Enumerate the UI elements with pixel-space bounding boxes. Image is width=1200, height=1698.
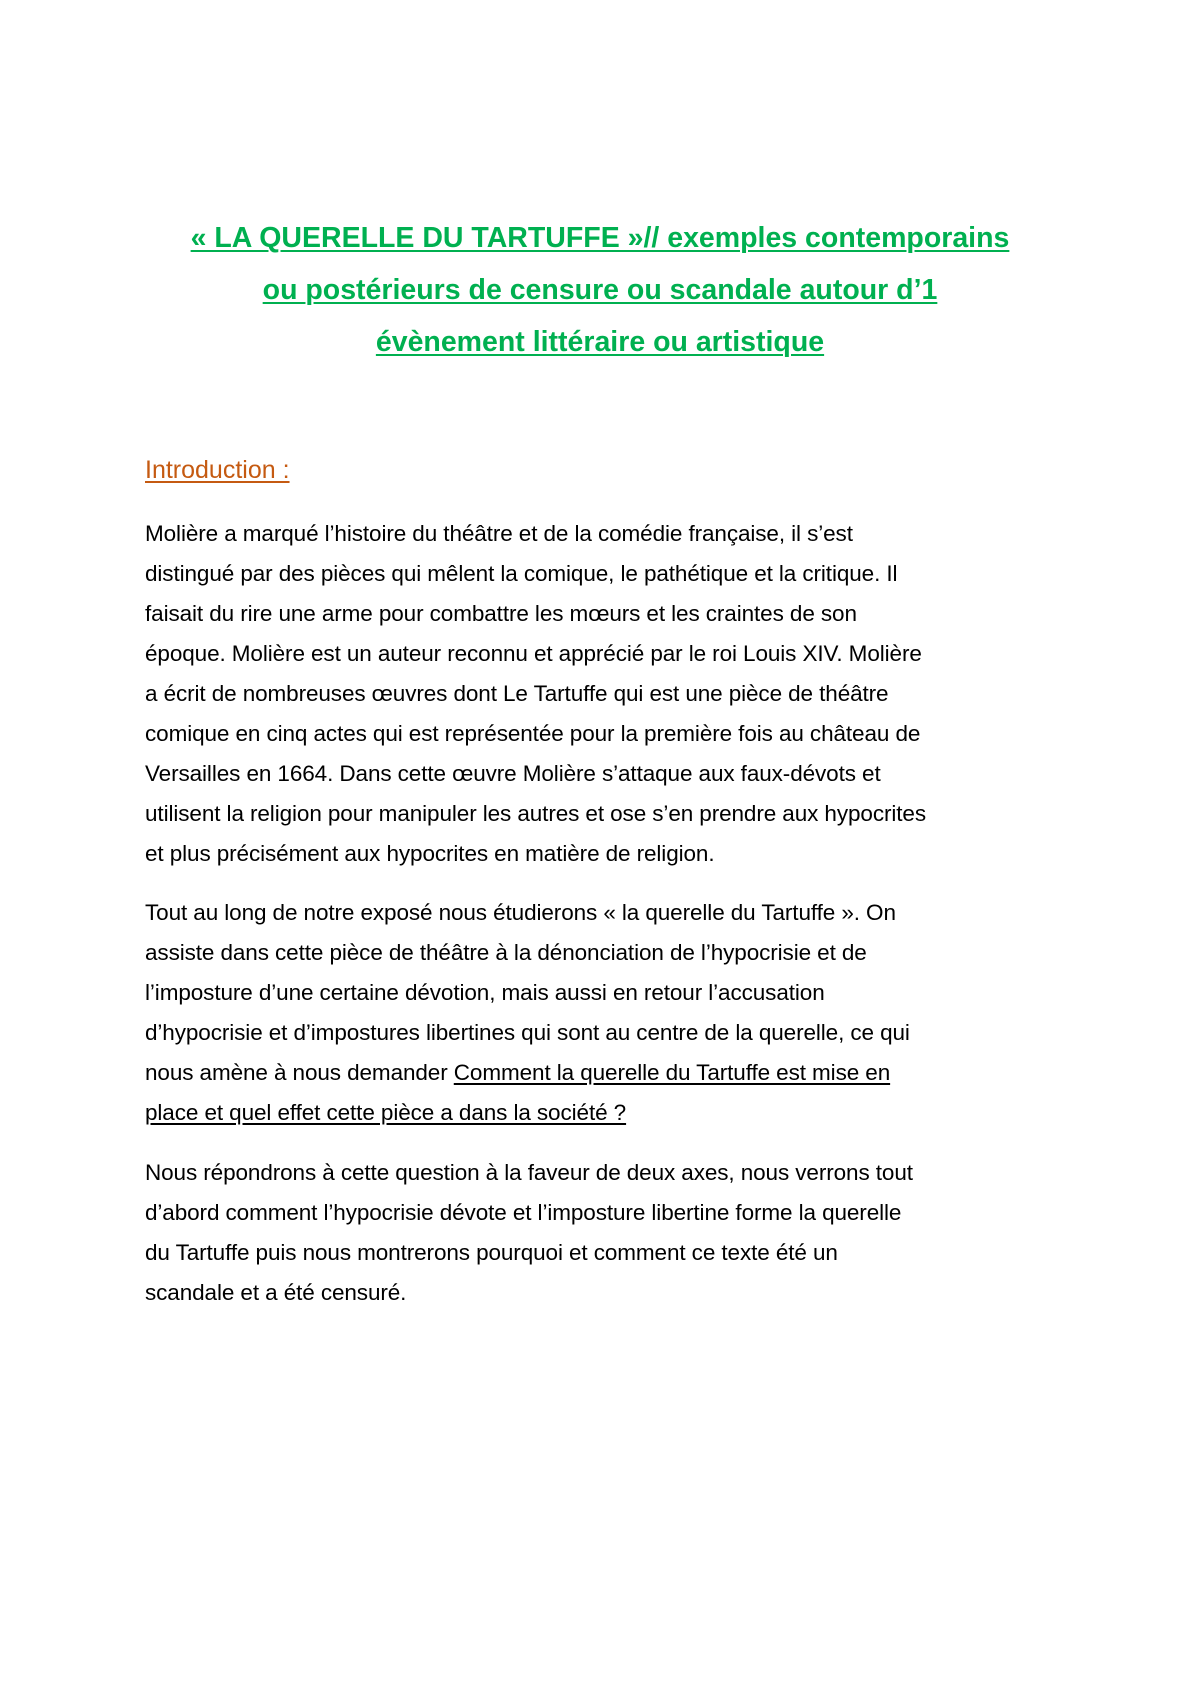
paragraph1-line-1: Molière a marqué l’histoire du théâtre et de la comédie française, il s’est bbox=[145, 521, 853, 546]
document-title bbox=[130, 212, 1070, 368]
paragraph1-line-6: comique en cinq actes qui est représentée pour la première fois au château de bbox=[145, 721, 921, 746]
title-line-1: « LA QUERELLE DU TARTUFFE »// exemples contemporains bbox=[190, 222, 1010, 254]
paragraph1-line-7: Versailles en 1664. Dans cette œuvre Molière s’attaque aux faux-dévots et bbox=[145, 761, 881, 786]
paragraph2-line-1: Tout au long de notre exposé nous étudierons « la querelle du Tartuffe ». On bbox=[145, 900, 896, 925]
paragraph3-line-4: scandale et a été censuré. bbox=[145, 1280, 407, 1305]
paragraph1-line-4: époque. Molière est un auteur reconnu et apprécié par le roi Louis XIV. Molière bbox=[145, 641, 922, 666]
paragraph1-line-8: utilisent la religion pour manipuler les autres et ose s’en prendre aux hypocrites bbox=[145, 801, 926, 826]
paragraph-introduction bbox=[145, 514, 1075, 874]
paragraph3-line-2: d’abord comment l’hypocrisie dévote et l’imposture libertine forme la querelle bbox=[145, 1200, 902, 1225]
paragraph2-line-3: l’imposture d’une certaine dévotion, mais aussi en retour l’accusation bbox=[145, 980, 825, 1005]
title-line-3: évènement littéraire ou artistique bbox=[375, 326, 825, 358]
problematic-question-part-2: place et quel effet cette pièce a dans la société ? bbox=[145, 1100, 627, 1125]
paragraph2-line-5 bbox=[145, 1053, 1075, 1093]
introduction-heading: Introduction : bbox=[145, 456, 290, 484]
paragraph1-line-3: faisait du rire une arme pour combattre les mœurs et les craintes de son bbox=[145, 601, 857, 626]
paragraph2-line-4: d’hypocrisie et d’impostures libertines qui sont au centre de la querelle, ce qui bbox=[145, 1020, 910, 1045]
paragraph-plan bbox=[145, 1153, 1075, 1313]
paragraph2-line-2: assiste dans cette pièce de théâtre à la dénonciation de l’hypocrisie et de bbox=[145, 940, 867, 965]
paragraph3-line-3: du Tartuffe puis nous montrerons pourquoi et comment ce texte été un bbox=[145, 1240, 838, 1265]
paragraph1-line-9: et plus précisément aux hypocrites en matière de religion. bbox=[145, 841, 715, 866]
paragraph1-line-5: a écrit de nombreuses œuvres dont Le Tartuffe qui est une pièce de théâtre bbox=[145, 681, 889, 706]
title-line-2: ou postérieurs de censure ou scandale autour d’1 bbox=[262, 274, 938, 306]
paragraph1-line-2: distingué par des pièces qui mêlent la comique, le pathétique et la critique. Il bbox=[145, 561, 898, 586]
paragraph-problematic bbox=[145, 893, 1075, 1133]
paragraph3-line-1: Nous répondrons à cette question à la faveur de deux axes, nous verrons tout bbox=[145, 1160, 913, 1185]
problematic-question-part-1: Comment la querelle du Tartuffe est mise en bbox=[453, 1060, 891, 1085]
paragraph2-line-5-prefix: nous amène à nous demander bbox=[145, 1060, 454, 1085]
